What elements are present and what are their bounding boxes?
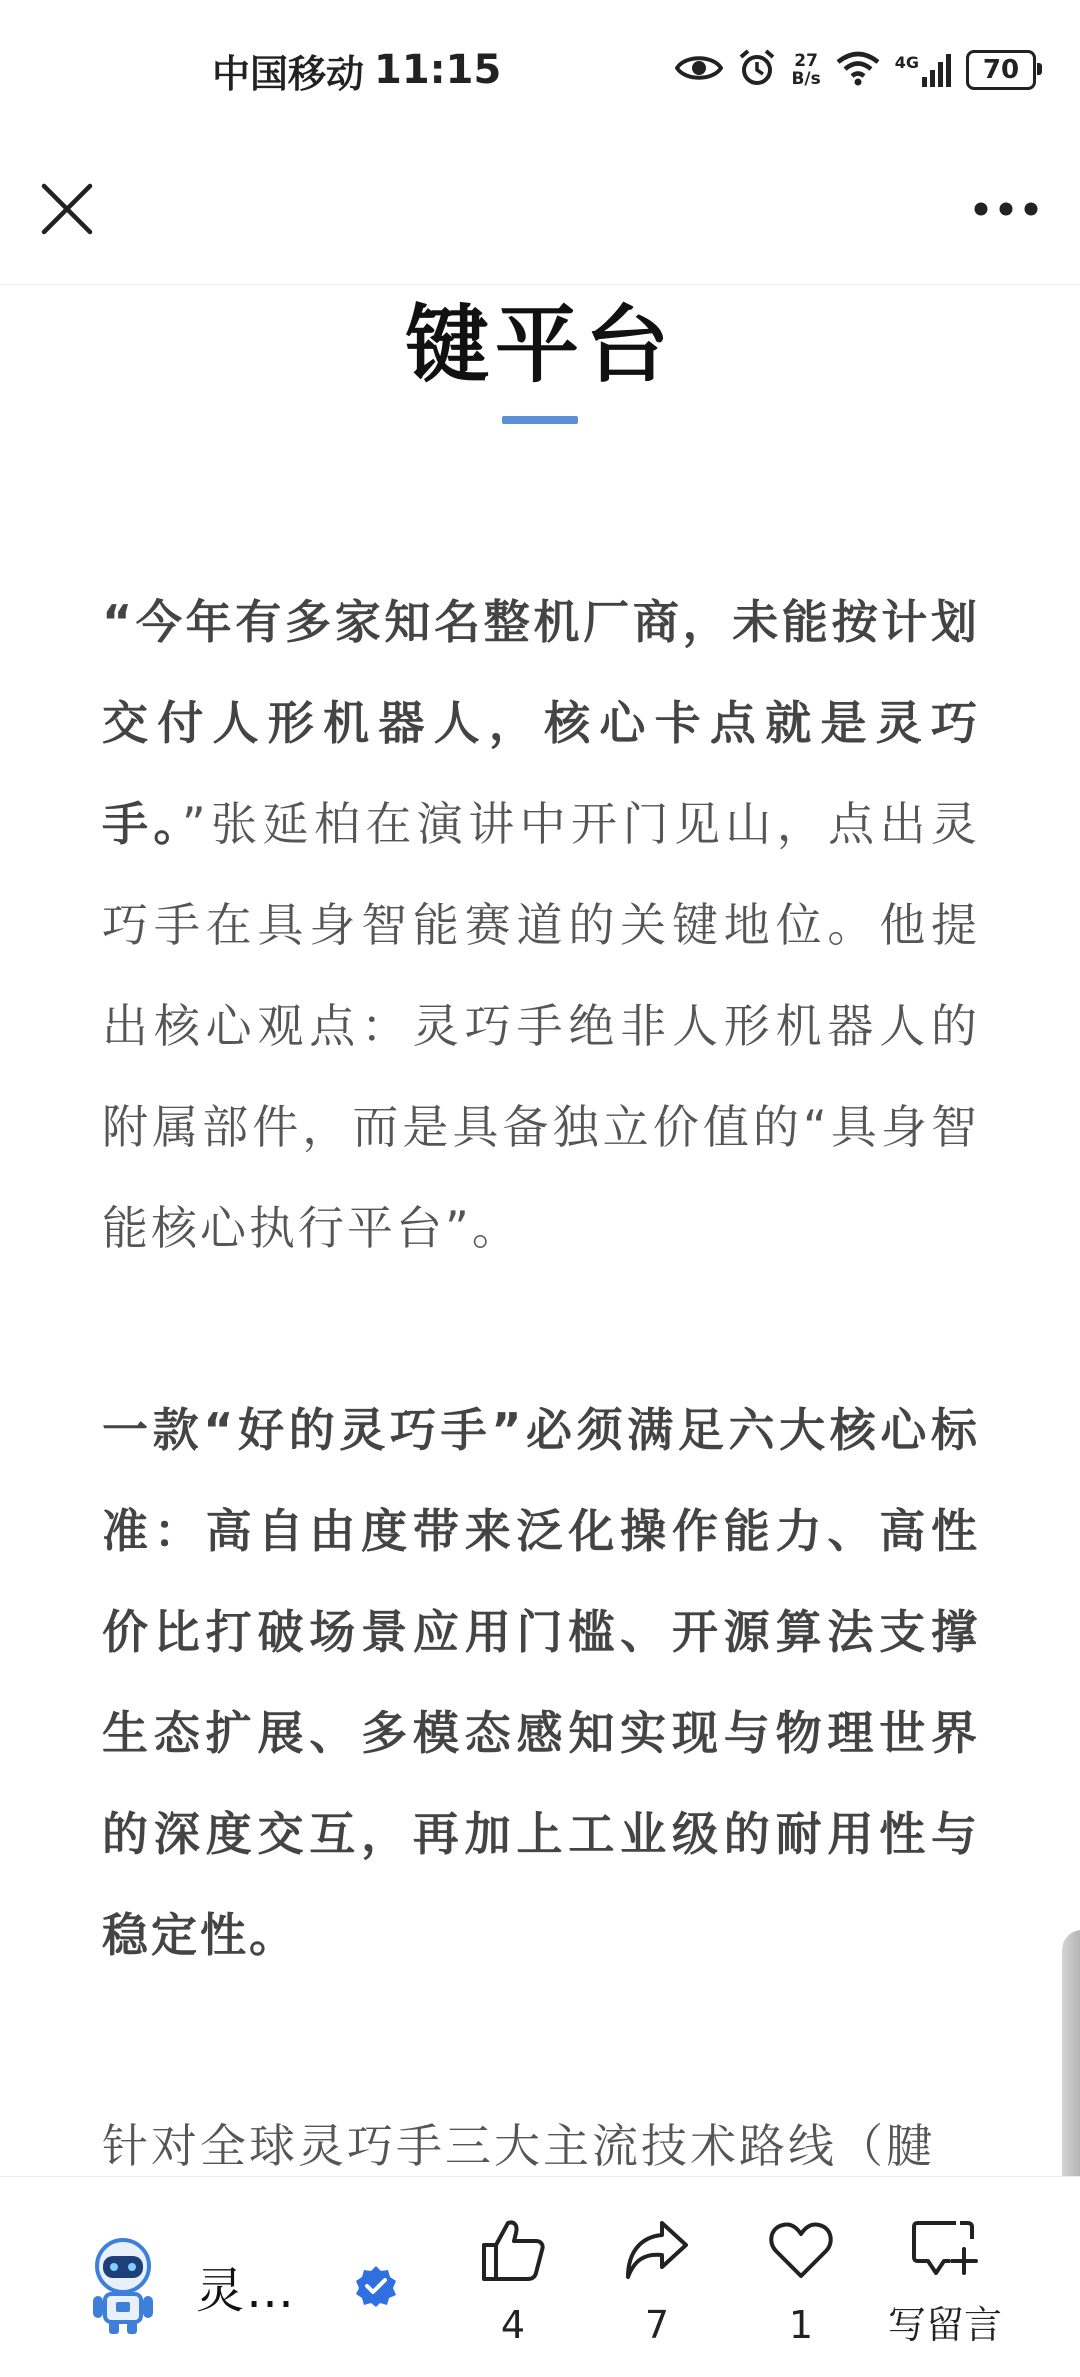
speed-value: 27 — [794, 51, 818, 71]
status-bar — [0, 0, 1080, 140]
battery-indicator — [966, 50, 1036, 90]
article-paragraph-3: 针对全球灵巧手三大主流技术路线（腱 — [102, 2119, 935, 2173]
article-paragraph-2: 一款“好的灵巧手”必须满足六大核心标准：高自由度带来泛化操作能力、高性价比打破场景应用门槛、开源算法支撑生态扩展、多模态感知实现与物理世界的深度交互，再加上工业级的耐用性与稳定性。 — [102, 1403, 980, 1962]
speed-unit: B/s — [791, 69, 821, 89]
eye-icon — [675, 52, 723, 88]
like-button[interactable] — [458, 2211, 568, 2347]
avatar[interactable] — [84, 2236, 162, 2336]
write-comment-label: 写留言 — [887, 2303, 1002, 2347]
network-speed — [791, 52, 820, 88]
section-heading: 键平台 — [404, 296, 675, 394]
nav-bar — [0, 140, 1080, 285]
heart-icon — [768, 2220, 834, 2280]
alarm-icon — [737, 48, 777, 92]
comment-add-icon — [910, 2217, 980, 2283]
status-left — [212, 46, 501, 94]
paragraph-1-bold: “今年有多家知名整机厂商，未能按计划交付人形机器人，核心卡点就是灵巧手。 — [102, 595, 980, 851]
more-dots-icon — [974, 202, 1038, 216]
share-count: 7 — [644, 2303, 670, 2347]
clock-time: 11:15 — [374, 47, 502, 93]
more-options-button[interactable] — [966, 176, 1046, 242]
thumbs-up-icon — [480, 2217, 546, 2283]
like-count: 4 — [500, 2303, 526, 2347]
account-name[interactable]: 灵… — [196, 2262, 297, 2319]
verified-badge-icon — [354, 2264, 398, 2308]
paragraph-1-text: ”张延柏在演讲中开门见山，点出灵巧手在具身智能赛道的关键地位。他提出核心观点：灵巧手绝非人形机器人的附属部件，而是具备独立价值的“具身智能核心执行平台”。 — [102, 797, 980, 1255]
share-button[interactable] — [602, 2211, 712, 2347]
heading-underline — [502, 416, 578, 424]
account-info[interactable] — [84, 2231, 398, 2341]
carrier-label: 中国移动 — [212, 51, 365, 96]
robot-avatar-icon — [88, 2236, 158, 2336]
favorite-count: 1 — [788, 2303, 814, 2347]
battery-level: 70 — [982, 55, 1020, 85]
favorite-button[interactable] — [746, 2211, 856, 2347]
article-paragraph-1 — [102, 572, 980, 1279]
close-button[interactable] — [34, 176, 100, 242]
close-icon — [40, 182, 94, 236]
signal-bars-icon — [922, 53, 952, 87]
bottom-action-bar — [0, 2176, 1080, 2377]
wifi-icon — [835, 50, 881, 90]
network-type: 4G — [894, 53, 919, 72]
cellular-signal — [895, 53, 952, 87]
write-comment-button[interactable] — [870, 2211, 1020, 2347]
status-right — [675, 44, 1036, 96]
share-arrow-icon — [624, 2217, 690, 2283]
